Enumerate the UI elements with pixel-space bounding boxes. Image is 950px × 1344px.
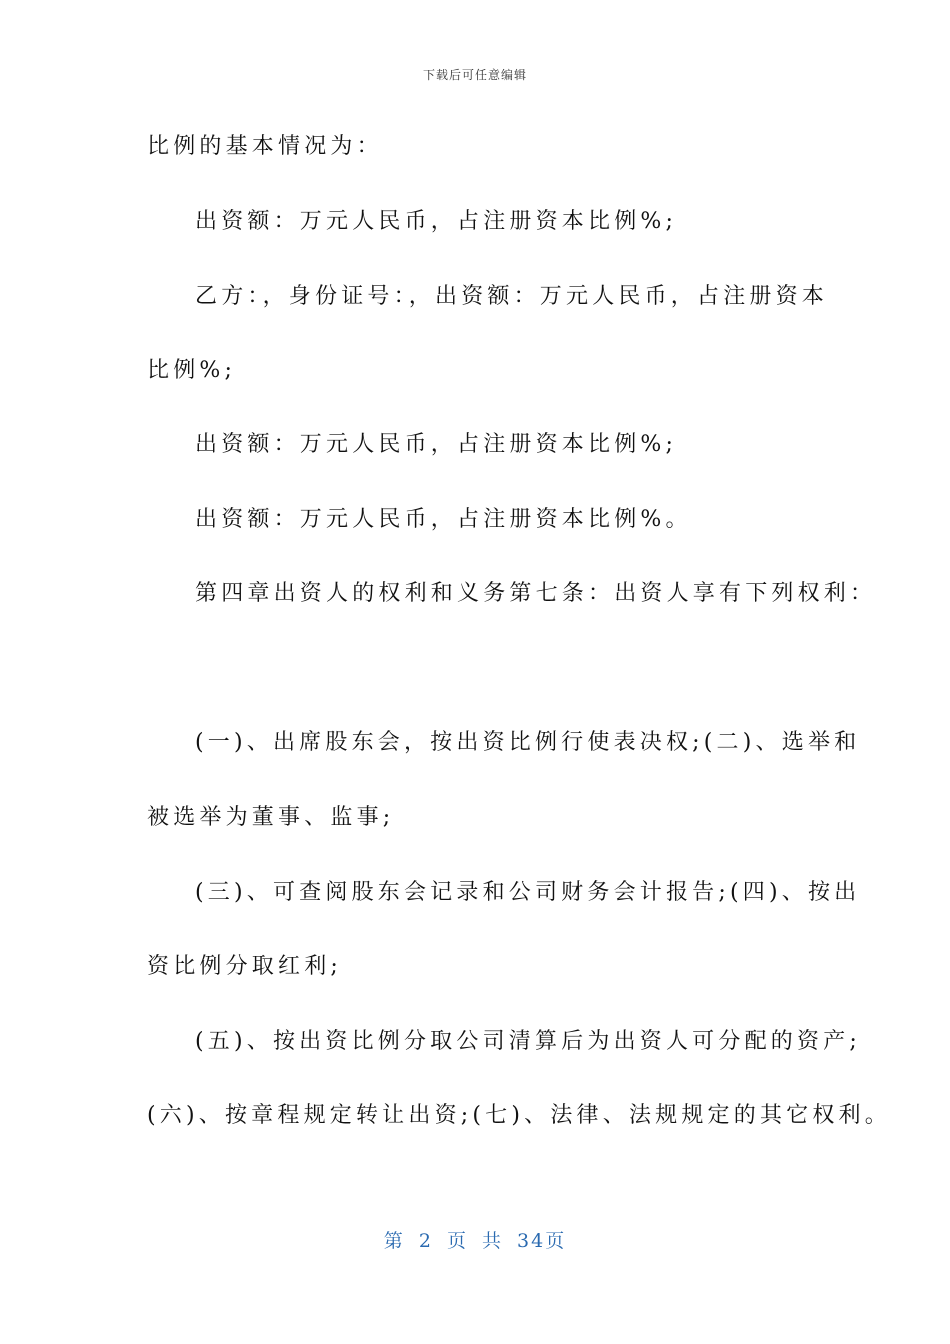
body-line: 出资额：万元人民币，占注册资本比例%; — [195, 432, 678, 457]
page-number-footer: 第 2 页 共 34页 — [383, 1230, 567, 1252]
body-line: (一)、出席股东会，按出资比例行使表决权;(二)、选举和 — [195, 730, 861, 755]
body-line: (六)、按章程规定转让出资;(七)、法律、法规规定的其它权利。 — [147, 1103, 891, 1128]
chapter-heading-line: 第四章出资人的权利和义务第七条：出资人享有下列权利： — [195, 581, 877, 606]
body-line: (五)、按出资比例分取公司清算后为出资人可分配的资产; — [195, 1029, 861, 1054]
page-header: 下载后可任意编辑 — [422, 68, 527, 82]
body-line: 资比例分取红利; — [147, 954, 343, 979]
body-line: 出资额：万元人民币，占注册资本比例%。 — [195, 507, 692, 532]
body-line: 比例的基本情况为： — [147, 134, 383, 159]
body-line: 比例%; — [147, 358, 237, 383]
body-line: 出资额：万元人民币，占注册资本比例%; — [195, 209, 678, 234]
body-line: (三)、可查阅股东会记录和公司财务会计报告;(四)、按出 — [195, 880, 861, 905]
body-line: 乙方：，身份证号：，出资额：万元人民币，占注册资本 — [195, 284, 829, 309]
body-line: 被选举为董事、监事; — [147, 805, 395, 830]
